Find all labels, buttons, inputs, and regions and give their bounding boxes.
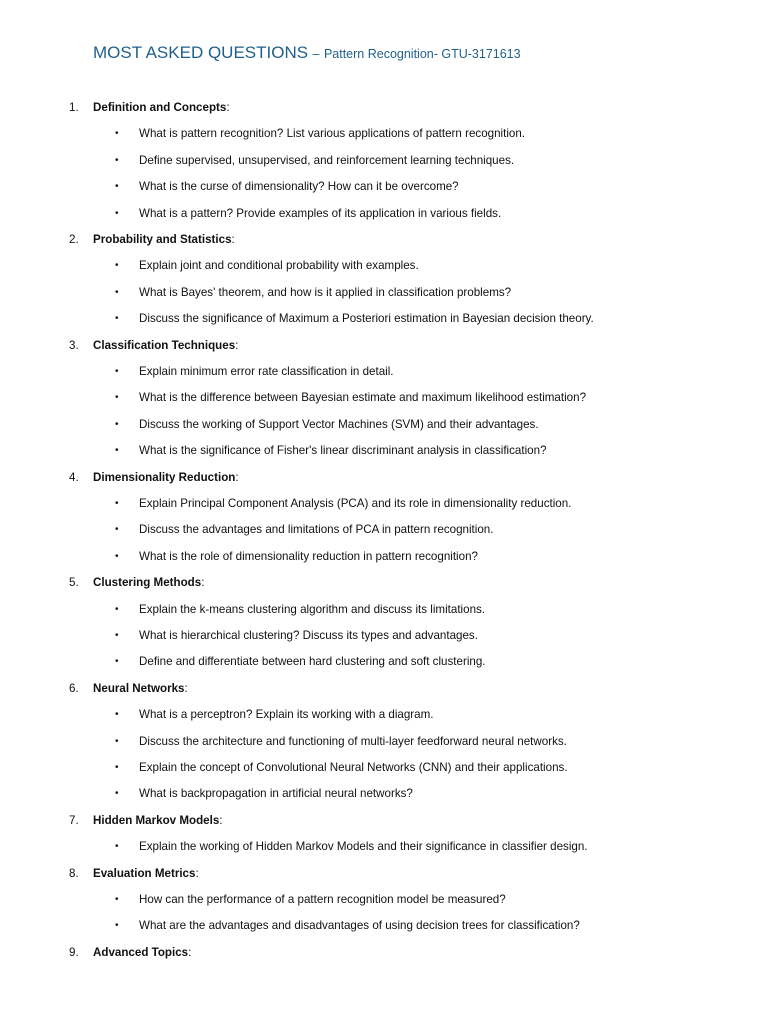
bullet-icon: • — [115, 366, 119, 377]
question-text: What is the significance of Fisher's linear discriminant analysis in classification? — [139, 444, 547, 458]
section-title: Definition and Concepts: — [93, 101, 230, 114]
question-text: Explain minimum error rate classification in detail. — [139, 365, 394, 378]
section-title: Clustering Methods: — [93, 576, 205, 590]
list-item — [0, 759, 768, 777]
list-item — [0, 891, 768, 909]
section-title-text: Advanced Topics — [93, 945, 189, 959]
question-text: What is the difference between Bayesian estimate and maximum likelihood estimation? — [139, 391, 587, 405]
section-title: Hidden Markov Models: — [93, 813, 223, 827]
list-item — [0, 838, 768, 856]
page-title — [93, 43, 521, 63]
title-dash: – — [312, 47, 320, 61]
section-heading — [0, 231, 768, 249]
section-title: Probability and Statistics: — [93, 233, 235, 246]
bullet-icon: • — [115, 656, 119, 668]
bullet-icon: • — [115, 762, 119, 773]
section-heading — [0, 337, 768, 355]
bullet-icon: • — [115, 709, 119, 721]
list-item — [0, 363, 768, 381]
question-text: What are the advantages and disadvantages of using decision trees for classification? — [139, 919, 580, 933]
question-text: Discuss the architecture and functioning of multi-layer feedforward neural networks. — [139, 734, 567, 748]
list-item — [0, 917, 768, 935]
bullet-icon: • — [115, 207, 119, 219]
section-heading — [0, 680, 768, 698]
list-item — [0, 785, 768, 803]
section-title-text: Hidden Markov Models — [93, 813, 220, 827]
section-number: 3. — [69, 338, 79, 352]
question-text: Explain the k-means clustering algorithm and discuss its limitations. — [139, 602, 486, 616]
question-text: Explain the working of Hidden Markov Models and their significance in classifier design. — [139, 840, 588, 854]
question-text: What is Bayes' theorem, and how is it applied in classification problems? — [139, 285, 512, 299]
list-item — [0, 125, 768, 143]
section-title: Advanced Topics: — [93, 945, 192, 959]
section-number: 4. — [69, 470, 79, 484]
section-number: 6. — [69, 681, 79, 695]
question-text: What is pattern recognition? List various applications of pattern recognition. — [139, 127, 526, 141]
bullet-icon: • — [115, 154, 119, 166]
section-number: 8. — [69, 866, 79, 880]
list-item — [0, 495, 768, 513]
question-text: What is a perceptron? Explain its working with a diagram. — [139, 708, 434, 722]
list-item — [0, 627, 768, 645]
question-text: Discuss the advantages and limitations of PCA in pattern recognition. — [139, 523, 494, 537]
section-heading — [0, 812, 768, 830]
list-item — [0, 257, 768, 275]
title-subtitle: Pattern Recognition- GTU-3171613 — [323, 47, 521, 61]
question-text: Explain the concept of Convolutional Neural Networks (CNN) and their applications. — [139, 761, 568, 774]
question-text: Define supervised, unsupervised, and reinforcement learning techniques. — [139, 153, 515, 167]
section-title-text: Probability and Statistics — [93, 233, 232, 246]
bullet-icon: • — [115, 630, 119, 641]
section-title-text: Definition and Concepts — [93, 101, 227, 114]
bullet-icon: • — [115, 524, 119, 536]
question-text: What is backpropagation in artificial neural networks? — [139, 787, 413, 801]
bullet-icon: • — [115, 603, 119, 615]
bullet-icon: • — [115, 445, 119, 457]
question-text: Explain joint and conditional probability with examples. — [139, 259, 419, 273]
question-text: What is a pattern? Provide examples of its application in various fields. — [139, 206, 502, 220]
bullet-icon: • — [115, 392, 119, 404]
section-title: Neural Networks: — [93, 681, 188, 695]
section-number: 9. — [69, 945, 79, 959]
bullet-icon: • — [115, 788, 119, 800]
list-item — [0, 548, 768, 566]
question-text: What is hierarchical clustering? Discuss its types and advantages. — [139, 629, 478, 642]
section-title-text: Evaluation Metrics — [93, 866, 196, 880]
question-text: Define and differentiate between hard clustering and soft clustering. — [139, 655, 486, 669]
title-main: MOST ASKED QUESTIONS — [93, 43, 309, 62]
section-title-text: Dimensionality Reduction — [93, 470, 236, 484]
section-title-text: Clustering Methods — [93, 576, 202, 590]
bullet-icon: • — [115, 286, 119, 298]
section-number: 2. — [69, 233, 79, 246]
bullet-icon: • — [115, 735, 119, 747]
section-heading — [0, 574, 768, 592]
section-title-text: Neural Networks — [93, 681, 185, 695]
question-text: Discuss the significance of Maximum a Posteriori estimation in Bayesian decision theory. — [139, 312, 594, 326]
section-number: 1. — [69, 101, 79, 114]
question-text: Discuss the working of Support Vector Machines (SVM) and their advantages. — [139, 417, 539, 431]
section-heading — [0, 469, 768, 487]
list-item — [0, 284, 768, 302]
list-item — [0, 416, 768, 434]
bullet-icon: • — [115, 418, 119, 430]
bullet-icon: • — [115, 260, 119, 272]
bullet-icon: • — [115, 181, 119, 193]
bullet-icon: • — [115, 128, 119, 140]
section-heading — [0, 99, 768, 117]
list-item — [0, 706, 768, 724]
list-item — [0, 205, 768, 223]
list-item — [0, 653, 768, 671]
list-item — [0, 442, 768, 460]
list-item — [0, 152, 768, 170]
list-item — [0, 310, 768, 328]
list-item — [0, 389, 768, 407]
list-item — [0, 178, 768, 196]
section-heading — [0, 944, 768, 962]
section-number: 7. — [69, 813, 79, 827]
question-text: Explain Principal Component Analysis (PCA) and its role in dimensionality reduction. — [139, 497, 572, 510]
question-text: What is the role of dimensionality reduction in pattern recognition? — [139, 549, 478, 563]
bullet-icon: • — [115, 550, 119, 562]
list-item — [0, 521, 768, 539]
question-text: How can the performance of a pattern recognition model be measured? — [139, 893, 506, 906]
bullet-icon: • — [115, 841, 119, 853]
section-heading — [0, 865, 768, 883]
question-text: What is the curse of dimensionality? How can it be overcome? — [139, 180, 459, 194]
bullet-icon: • — [115, 920, 119, 932]
list-item — [0, 733, 768, 751]
section-title: Dimensionality Reduction: — [93, 470, 239, 484]
bullet-icon: • — [115, 894, 119, 905]
section-title-text: Classification Techniques — [93, 338, 236, 352]
section-title: Classification Techniques: — [93, 338, 239, 352]
list-item — [0, 601, 768, 619]
bullet-icon: • — [115, 498, 119, 509]
section-number: 5. — [69, 576, 79, 590]
bullet-icon: • — [115, 313, 119, 325]
section-title: Evaluation Metrics: — [93, 866, 199, 880]
